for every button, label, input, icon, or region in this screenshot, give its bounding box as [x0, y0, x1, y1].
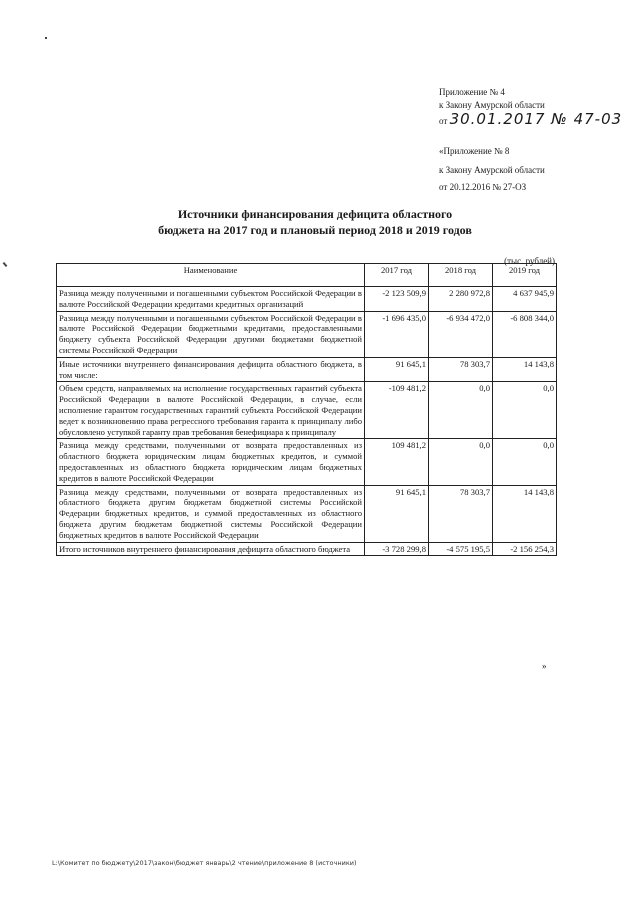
file-path-footer: L:\Комитет по бюджету\2017\закон\бюджет январь\2 чтение\приложение 8 (источники): [52, 859, 357, 867]
value-2017: 91 645,1: [365, 485, 429, 542]
appendix-date-line: [439, 110, 623, 128]
table-row: [57, 357, 557, 382]
previous-appendix-header: [439, 145, 545, 194]
row-name: Иные источники внутреннего финансирования дефицита областного бюджета, в том числе:: [57, 357, 365, 382]
table-row: [57, 485, 557, 542]
value-2017: -2 123 509,9: [365, 287, 429, 312]
document-title: [60, 206, 570, 238]
value-2019: 0,0: [493, 439, 557, 485]
value-2018: 0,0: [429, 439, 493, 485]
scan-speck: [45, 37, 47, 39]
row-name: Разница между средствами, полученными от возврата предоставленных из областного бюджета юридическим лицам бюджетных кредитов, и суммой предоставленных из областного бюджета юридическим лицам бюджетных кредитов в валюте Российской Федерации: [57, 439, 365, 485]
value-2019: 4 637 945,9: [493, 287, 557, 312]
value-2018: 2 280 972,8: [429, 287, 493, 312]
row-name: Итого источников внутреннего финансирования дефицита областного бюджета: [57, 542, 365, 556]
value-2017: -1 696 435,0: [365, 311, 429, 357]
value-2017: 91 645,1: [365, 357, 429, 382]
column-header-2018: 2018 год: [429, 264, 493, 287]
units-label: (тыс. рублей): [504, 256, 555, 266]
appendix-date-prefix: от: [439, 116, 448, 126]
table-row: [57, 382, 557, 439]
scan-speck: [3, 262, 8, 267]
value-2017: -109 481,2: [365, 382, 429, 439]
value-2017: 109 481,2: [365, 439, 429, 485]
value-2018: -4 575 195,5: [429, 542, 493, 556]
column-header-2019: 2019 год: [493, 264, 557, 287]
table-row: [57, 311, 557, 357]
column-header-2017: 2017 год: [365, 264, 429, 287]
value-2019: 0,0: [493, 382, 557, 439]
value-2018: 0,0: [429, 382, 493, 439]
value-2019: -6 808 344,0: [493, 311, 557, 357]
appendix-header: [439, 86, 622, 128]
title-line-1: Источники финансирования дефицита областного: [177, 207, 453, 221]
value-2018: -6 934 472,0: [429, 311, 493, 357]
column-header-name: Наименование: [57, 264, 365, 287]
table-header-row: [57, 264, 557, 287]
budget-sources-table: [56, 263, 557, 556]
value-2019: 14 143,8: [493, 485, 557, 542]
value-2018: 78 303,7: [429, 357, 493, 382]
table-row: [57, 287, 557, 312]
value-2019: 14 143,8: [493, 357, 557, 382]
previous-appendix-date: от 20.12.2016 № 27-ОЗ: [439, 182, 527, 192]
value-2018: 78 303,7: [429, 485, 493, 542]
row-name: Разница между полученными и погашенными субъектом Российской Федерации в валюте Российской Федерации бюджетными кредитами, предоставленными бюджету субъекта Российской Федерации другими бюджетами бюджетной системы Российской Федерации: [57, 311, 365, 357]
title-line-2: бюджета на 2017 год и плановый период 2018 и 2019 годов: [158, 223, 472, 237]
table-row: [57, 542, 557, 556]
appendix-number: Приложение № 4: [439, 87, 505, 97]
closing-quote: »: [542, 661, 547, 671]
handwritten-date-number: 30.01.2017 № 47-03: [449, 110, 623, 128]
previous-appendix-law-ref: к Закону Амурской области: [439, 165, 545, 175]
row-name: Объем средств, направляемых на исполнение государственных гарантий субъекта Российской Федерации в валюте Российской Федерации, в случае, если исполнение гарантом государственных гарантий субъекта Российской Федерации ведет к возникновению права регрессного требования гаранта к принципалу либо обусловлено уступкой гаранту прав требования бенефициара к принципалу: [57, 382, 365, 439]
value-2017: -3 728 299,8: [365, 542, 429, 556]
row-name: Разница между полученными и погашенными субъектом Российской Федерации в валюте Российской Федерации кредитами кредитных организаций: [57, 287, 365, 312]
table-row: [57, 439, 557, 485]
value-2019: -2 156 254,3: [493, 542, 557, 556]
previous-appendix-number: «Приложение № 8: [439, 146, 510, 156]
row-name: Разница между средствами, полученными от возврата предоставленных из областного бюджета другим бюджетам бюджетной системы Российской Федерации бюджетных кредитов, и суммой предоставленных из областного бюджета другим бюджетам бюджетной системы Российской Федерации бюджетных кредитов в валюте Российской Федерации: [57, 485, 365, 542]
appendix-law-ref: к Закону Амурской области: [439, 100, 545, 110]
